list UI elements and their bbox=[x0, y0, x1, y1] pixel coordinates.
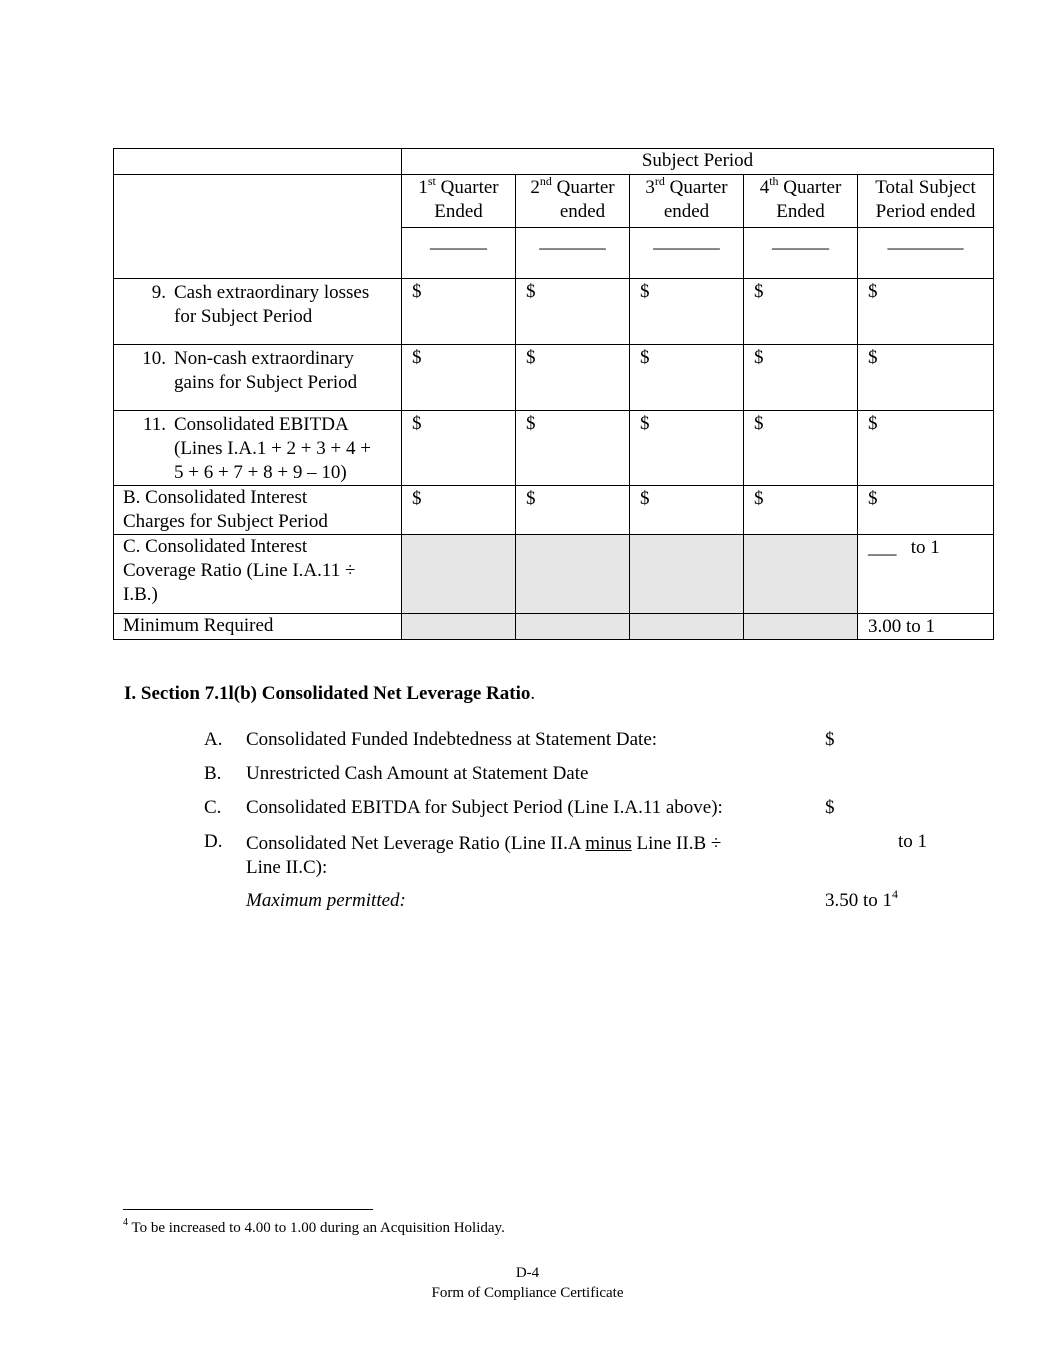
cell-q4: $ bbox=[744, 345, 858, 411]
cell-q2: $ bbox=[516, 279, 630, 345]
table-row bbox=[114, 411, 994, 486]
shaded-cell bbox=[516, 614, 630, 640]
cell-q3: $ bbox=[630, 486, 744, 535]
cell-q4: $ bbox=[744, 486, 858, 535]
q4-header: 4th Quarter Ended ______ bbox=[744, 175, 858, 279]
q2-header: 2nd Quarter ended _______ bbox=[516, 175, 630, 279]
cell-total: $ bbox=[858, 486, 994, 535]
coverage-ratio-value: ___ to 1 bbox=[858, 535, 994, 614]
shaded-cell bbox=[516, 535, 630, 614]
footnote: $^4$ To be increased to 4.00 to 1.00 during an Acquisition Holiday. bbox=[123, 1217, 505, 1236]
table-row bbox=[114, 279, 994, 345]
table-row bbox=[114, 345, 994, 411]
cell-q3: $ bbox=[630, 411, 744, 486]
section-heading: I. Section 7.1l(b) Consolidated Net Leverage Ratio. bbox=[124, 683, 536, 704]
shaded-cell bbox=[630, 614, 744, 640]
row-label: 11. Consolidated EBITDA (Lines I.A.1 + 2 + 3 + 4 + 5 + 6 + 7 + 8 + 9 – 10) bbox=[114, 411, 402, 486]
cell-q4: $ bbox=[744, 411, 858, 486]
header-label-empty bbox=[114, 175, 402, 279]
table-row bbox=[114, 535, 994, 614]
total-header: Total Subject Period ended ________ bbox=[858, 175, 994, 279]
compliance-table bbox=[113, 148, 994, 640]
cell-total: $ bbox=[858, 345, 994, 411]
cell-total: $ bbox=[858, 279, 994, 345]
cell-q3: $ bbox=[630, 345, 744, 411]
cell-q1: $ bbox=[402, 345, 516, 411]
shaded-cell bbox=[744, 614, 858, 640]
row-label: 9. Cash extraordinary losses for Subject Period bbox=[114, 279, 402, 345]
row-b-label: B. Consolidated Interest Charges for Subject Period bbox=[114, 486, 402, 535]
minimum-required-label: Minimum Required bbox=[114, 614, 402, 640]
cell-q1: $ bbox=[402, 279, 516, 345]
q1-header: 1st Quarter Ended ______ bbox=[402, 175, 516, 279]
cell-q1: $ bbox=[402, 486, 516, 535]
cell-total: $ bbox=[858, 411, 994, 486]
page-number: D-4 bbox=[515, 1265, 540, 1281]
row-c-label: C. Consolidated Interest Coverage Ratio (Line I.A.11 ÷ I.B.) bbox=[114, 535, 402, 614]
row-label: 10. Non-cash extraordinary gains for Subject Period bbox=[114, 345, 402, 411]
table-row bbox=[114, 486, 994, 535]
cell-q2: $ bbox=[516, 486, 630, 535]
shaded-cell bbox=[402, 614, 516, 640]
shaded-cell bbox=[402, 535, 516, 614]
footnote-divider bbox=[123, 1209, 373, 1210]
page-footer-title: Form of Compliance Certificate bbox=[431, 1285, 624, 1301]
cell-q3: $ bbox=[630, 279, 744, 345]
cell-q2: $ bbox=[516, 411, 630, 486]
minimum-required-value: 3.00 to 1 bbox=[858, 614, 994, 640]
cell-q1: $ bbox=[402, 411, 516, 486]
header-empty-cell bbox=[114, 149, 402, 175]
cell-q4: $ bbox=[744, 279, 858, 345]
table-row bbox=[114, 614, 994, 640]
subject-period-header: Subject Period bbox=[402, 149, 994, 175]
shaded-cell bbox=[630, 535, 744, 614]
cell-q2: $ bbox=[516, 345, 630, 411]
shaded-cell bbox=[744, 535, 858, 614]
q3-header: 3rd Quarter ended _______ bbox=[630, 175, 744, 279]
